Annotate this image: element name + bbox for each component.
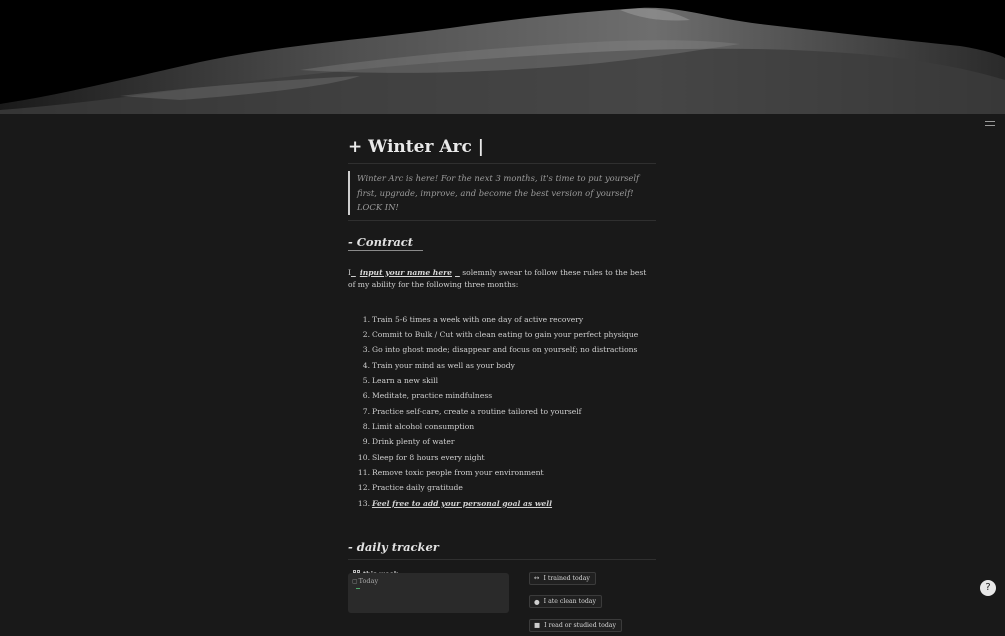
list-item[interactable] bbox=[348, 496, 656, 511]
list-item[interactable] bbox=[348, 342, 656, 357]
list-item[interactable] bbox=[348, 404, 656, 419]
page-content bbox=[348, 124, 656, 629]
table-of-contents-icon[interactable] bbox=[985, 121, 995, 131]
list-text: Train your mind as well as your body bbox=[372, 360, 515, 370]
dumbbell-icon: ↔ bbox=[534, 574, 540, 582]
list-text: Drink plenty of water bbox=[372, 437, 455, 447]
page-title[interactable]: + Winter Arc | bbox=[348, 137, 484, 157]
intro-quote[interactable]: Winter Arc is here! For the next 3 months, it's time to put yourself first, upgrade, improve, and become the best version of yourself! LOCK IN! bbox=[348, 171, 656, 215]
list-text: Train 5-6 times a week with one day of active recovery bbox=[372, 314, 584, 324]
today-card[interactable] bbox=[348, 573, 509, 613]
list-number: 10. bbox=[357, 452, 370, 462]
list-number: 13. bbox=[357, 498, 370, 508]
list-text: Practice daily gratitude bbox=[372, 483, 463, 493]
list-number: 9. bbox=[362, 437, 370, 447]
list-text: Feel free to add your personal goal as well bbox=[372, 498, 553, 508]
list-item[interactable] bbox=[348, 373, 656, 388]
apple-icon: ● bbox=[534, 597, 540, 606]
list-item[interactable] bbox=[348, 312, 656, 327]
divider bbox=[348, 220, 656, 221]
list-number: 5. bbox=[362, 375, 370, 385]
button-label: I trained today bbox=[543, 574, 590, 582]
button-label: I read or studied today bbox=[544, 621, 616, 629]
tracker-buttons bbox=[529, 565, 622, 636]
i-trained-today-button[interactable] bbox=[529, 572, 596, 585]
rock-cover-art bbox=[0, 0, 1005, 114]
list-text: Go into ghost mode; disappear and focus on yourself; no distractions bbox=[372, 345, 638, 355]
list-number: 3. bbox=[362, 345, 370, 355]
list-item[interactable] bbox=[348, 450, 656, 465]
rules-list bbox=[348, 312, 656, 511]
list-text: Learn a new skill bbox=[372, 375, 439, 385]
i-read-or-studied-today-button[interactable] bbox=[529, 619, 622, 632]
daily-tracker-heading[interactable]: - daily tracker bbox=[348, 539, 439, 554]
oath-paragraph[interactable] bbox=[348, 267, 656, 292]
list-item[interactable] bbox=[348, 419, 656, 434]
oath-suffix: solemnly swear to follow these rules to the best of my ability for the following three months: bbox=[348, 267, 647, 289]
list-item[interactable] bbox=[348, 434, 656, 449]
list-number: 4. bbox=[362, 360, 370, 370]
divider bbox=[348, 559, 656, 560]
list-number: 1. bbox=[362, 314, 370, 324]
book-icon: ■ bbox=[534, 621, 541, 629]
list-item[interactable] bbox=[348, 388, 656, 403]
list-number: 7. bbox=[362, 406, 370, 416]
list-item[interactable] bbox=[348, 327, 656, 342]
list-number: 12. bbox=[357, 483, 370, 493]
list-text: Practice self-care, create a routine tailored to yourself bbox=[372, 406, 582, 416]
list-text: Remove toxic people from your environment bbox=[372, 467, 544, 477]
list-number: 8. bbox=[362, 421, 370, 431]
list-number: 2. bbox=[362, 329, 370, 339]
divider bbox=[348, 163, 656, 164]
list-text: Limit alcohol consumption bbox=[372, 421, 475, 431]
card-title: Today bbox=[358, 577, 379, 585]
list-item[interactable] bbox=[348, 358, 656, 373]
oath-prefix: I bbox=[348, 267, 351, 277]
contract-heading[interactable]: - Contract bbox=[348, 235, 423, 251]
cover-image bbox=[0, 0, 1005, 114]
name-input-field[interactable]: input your name here bbox=[359, 267, 452, 277]
list-number: 11. bbox=[357, 467, 370, 477]
list-number: 6. bbox=[362, 391, 370, 401]
help-button[interactable]: ? bbox=[980, 580, 996, 596]
list-text: Sleep for 8 hours every night bbox=[372, 452, 485, 462]
list-text: Meditate, practice mindfulness bbox=[372, 391, 493, 401]
status-indicator bbox=[356, 588, 360, 589]
calendar-icon: ▢ bbox=[352, 577, 358, 585]
i-ate-clean-today-button[interactable] bbox=[529, 595, 602, 608]
list-text: Commit to Bulk / Cut with clean eating to gain your perfect physique bbox=[372, 329, 639, 339]
list-item[interactable] bbox=[348, 480, 656, 495]
button-label: I ate clean today bbox=[543, 598, 596, 605]
list-item[interactable] bbox=[348, 465, 656, 480]
